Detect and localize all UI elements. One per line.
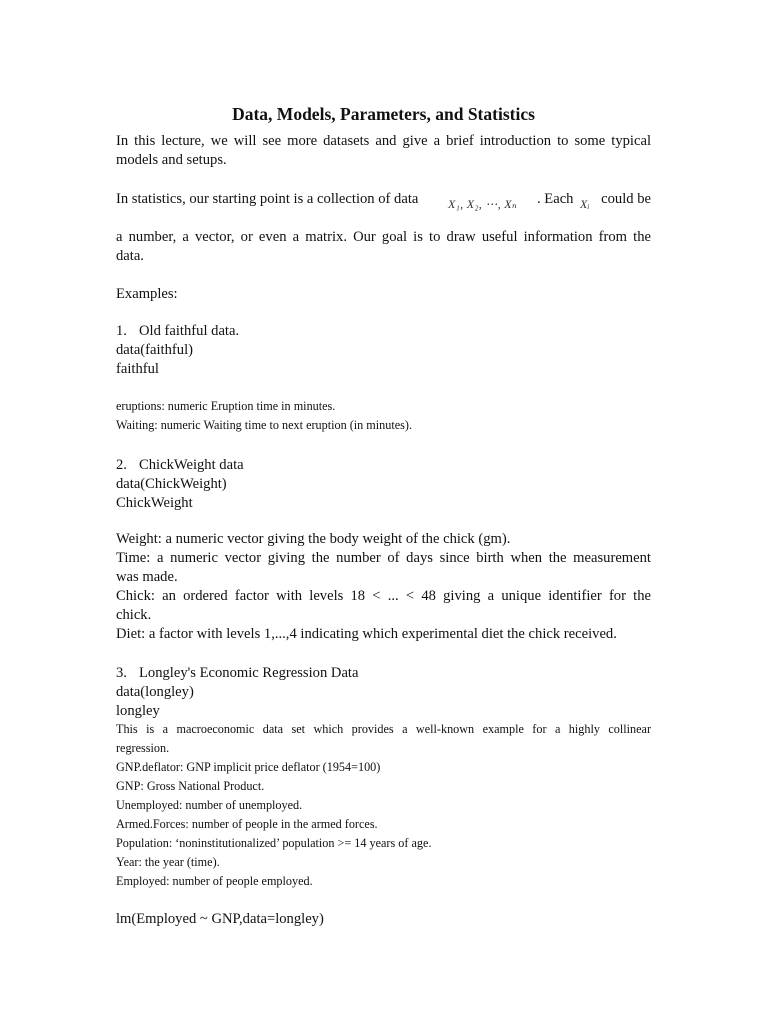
example-heading: 2. ChickWeight data — [116, 457, 244, 473]
variable-description: eruptions: numeric Eruption time in minutes. — [116, 399, 336, 413]
data-para-line-3: data. — [116, 248, 144, 264]
data-para-lead: In statistics, our starting point is a collection of data — [116, 191, 419, 207]
data-para-each: . Each — [537, 191, 574, 207]
code-line: data(longley) — [116, 684, 194, 700]
intro-line-2: models and setups. — [116, 152, 227, 168]
variable-description: was made. — [116, 569, 178, 585]
example-heading: 3. Longley's Economic Regression Data — [116, 665, 359, 681]
code-line: faithful — [116, 361, 159, 377]
variable-description: Diet: a factor with levels 1,...,4 indicating which experimental diet the chick received. — [116, 626, 617, 642]
variable-description: Weight: a numeric vector giving the body weight of the chick (gm). — [116, 531, 511, 547]
variable-description: GNP.deflator: GNP implicit price deflator (1954=100) — [116, 760, 381, 774]
example-faithful — [116, 322, 651, 379]
intro-paragraph — [116, 132, 651, 170]
variable-description: Employed: number of people employed. — [116, 874, 313, 888]
variable-description: chick. — [116, 607, 152, 623]
page-title: Data, Models, Parameters, and Statistics — [232, 104, 535, 124]
lm-command: lm(Employed ~ GNP,data=longley) — [116, 911, 324, 927]
examples-label: Examples: — [116, 286, 178, 302]
code-line: data(faithful) — [116, 342, 193, 358]
example-chickweight — [116, 456, 651, 513]
dataset-description: regression. — [116, 741, 170, 755]
variable-description: Chick: an ordered factor with levels 18 < ... < 48 giving a unique identifier for the — [116, 588, 651, 604]
variable-description: Waiting: numeric Waiting time to next eruption (in minutes). — [116, 418, 413, 432]
faithful-description — [116, 397, 651, 435]
code-line: ChickWeight — [116, 495, 193, 511]
variable-description: Unemployed: number of unemployed. — [116, 798, 303, 812]
example-heading: 1. Old faithful data. — [116, 323, 240, 339]
math-xi: Xᵢ — [580, 197, 590, 211]
variable-description: Population: ‘noninstitutionalized’ population >= 14 years of age. — [116, 836, 432, 850]
code-line: longley — [116, 703, 160, 719]
example-longley — [116, 664, 651, 721]
code-line: data(ChickWeight) — [116, 476, 227, 492]
chickweight-description — [116, 530, 651, 644]
data-paragraph-rest — [116, 228, 651, 266]
math-data-sequence: X₁, X₂, ⋯, Xₙ — [448, 197, 518, 211]
data-para-tail: could be — [601, 191, 651, 207]
longley-description — [116, 720, 651, 891]
data-para-line-2: a number, a vector, or even a matrix. Our goal is to draw useful information from the — [116, 229, 651, 245]
variable-description: Time: a numeric vector giving the number of days since birth when the measurement — [116, 550, 651, 566]
variable-description: Armed.Forces: number of people in the armed forces. — [116, 817, 378, 831]
variable-description: GNP: Gross National Product. — [116, 779, 265, 793]
variable-description: Year: the year (time). — [116, 855, 220, 869]
intro-line-1: In this lecture, we will see more datasets and give a brief introduction to some typical — [116, 133, 651, 149]
dataset-description: This is a macroeconomic data set which provides a well-known example for a highly collinear — [116, 722, 651, 736]
